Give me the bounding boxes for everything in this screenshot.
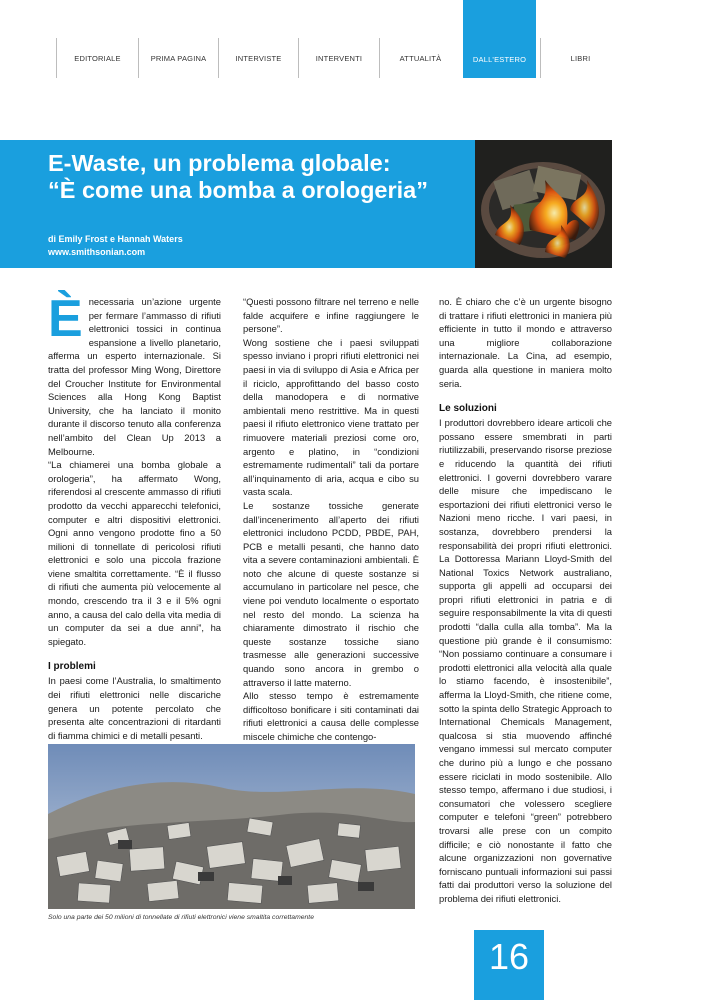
section-heading-problemi: I problemi — [48, 661, 96, 673]
nav-item-interviste[interactable]: INTERVISTE — [218, 38, 298, 78]
article-column-1 — [48, 290, 221, 742]
ewaste-landfill-image — [48, 744, 415, 909]
section-heading-soluzioni: Le soluzioni — [439, 403, 497, 415]
paragraph: I produttori dovrebbero ideare articoli che possano essere smembrati in parti riutilizzabili, preservando risorse preziose e riducendo la quantità dei rifiuti elettronici. I governi dovrebbero varare delle misure che impediscano le esportazioni dei rifiuti elettronici verso le Nazioni meno ricche. I vari paesi, in sostanza, dovrebbero prendersi la responsabilità dei propri rifiuti elettronici. La Dottoressa Mariann Lloyd-Smith del National Toxics Network australiano, supporta gli appelli ad occuparsi dei propri rifiuti elettronici in patria e di seguire responsabilmente la vita di questi prodotti “dalla culla alla tomba”. Ma la questione più grande è il consumismo: “Non possiamo continuare a consumare i prodotti elettronici alla velocità alla quale lo stiamo facendo, è insostenibile”, afferma la Lloyd-Smith, che ritiene come, sotto la spinta dello Strategic Approach to International Chemicals Management, qualcosa si stia muovendo affinché vengano immessi sul mercato computer che durino più a lungo e che possano essere riciclati in modo sostenibile. Allo stesso tempo, affermano i due studiosi, i consumatori che volessero scegliere computer e telefoni “green” potrebbero trovarsi alle prese con un compito difficile; e ciò nonostante il fatto che alcune organizzazioni non governative forniscano puntuali informazioni sui passi fatti dai produttori verso la soluzione del problema dei rifiuti elettronici. — [439, 417, 612, 904]
paragraph: “La chiamerei una bomba globale a orologeria”, ha affermato Wong, riferendosi al crescente ammasso di rifiuti prodotto da vecchi apparecchi telefonici, computer e altri dispositivi elettronici. Ogni anno vengono prodotte fino a 50 milioni di tonnellate di pericolosi rifiuti elettronici e solo una piccola frazione viene smaltita correttamente. “È il flusso di rifiuti che aumenta più velocemente al mondo, crescendo tra il 3 e il 5% ogni anno, a causa del calo della vita media di un computer da sei a due anni”, ha spiegato. — [48, 459, 221, 647]
paragraph: Le sostanze tossiche generate dall’incenerimento all’aperto dei rifiuti elettronici includono PCDD, PBDE, PAH, PCB e metalli pesanti, che hanno dato vita a severe contaminazioni ambientali. È noto che alcune di queste sostanze si accumulano in particolare nel pesce, che viene poi venduto localmente o esportato nel resto del mondo. La scienza ha chiaramente dimostrato il rischio che queste sostanze tossiche siano trasmesse alle generazioni successive quando sono ancora in grembo o attraverso il latte materno. — [243, 499, 419, 688]
article-title-line-1: E-Waste, un problema globale: — [48, 150, 391, 176]
nav-item-libri[interactable]: LIBRI — [540, 38, 620, 78]
drop-cap: È — [48, 290, 83, 348]
article-column-3 — [439, 295, 612, 906]
top-navigation — [0, 0, 725, 80]
paragraph: no. È chiaro che c’è un urgente bisogno di trattare i rifiuti elettronici in maniera più efficiente in tutto il mondo e attraverso una migliore collaborazione internazionale. La Cina, ad esempio, guarda alla questione in maniera molto seria. — [439, 296, 612, 389]
paragraph: Wong sostiene che i paesi sviluppati spesso inviano i propri rifiuti elettronici nei paesi in via di sviluppo di Asia e Africa per il riciclo, approfittando del basso costo della manodopera e di normative ambientali meno restrittive. Ma in questi paesi il rifiuto elettronico viene trattato per rimuovere materiali preziosi come oro, argento e platino, in “condizioni estremamente rudimentali” tali da portare all’inquinamento di aria, acqua e cibo su vasta scala. — [243, 336, 419, 498]
article-title-line-2: “È come una bomba a orologeria” — [48, 177, 428, 203]
page-number: 16 — [488, 936, 530, 977]
article-title — [48, 150, 468, 204]
paragraph: In paesi come l’Australia, lo smaltimento dei rifiuti elettronici nelle discariche genera un potente percolato che presenta alte concentrazioni di ritardanti di fiamma chimici e di metalli pesanti. — [48, 675, 221, 741]
paragraph: Allo stesso tempo è estremamente difficoltoso bonificare i siti contaminati dai rifiuti elettronici a causa delle complesse miscele chimiche che contengo- — [243, 690, 419, 742]
article-column-2 — [243, 295, 419, 744]
nav-item-interventi[interactable]: INTERVENTI — [298, 38, 379, 78]
nav-item-dall-estero[interactable]: DALL'ESTERO — [463, 0, 536, 78]
source-url[interactable]: www.smithsonian.com — [48, 247, 146, 257]
byline — [48, 233, 183, 259]
burning-electronics-image — [475, 140, 612, 268]
nav-item-editoriale[interactable]: EDITORIALE — [56, 38, 138, 78]
ewaste-landfill-photo — [48, 744, 415, 909]
burning-electronics-photo — [475, 140, 612, 268]
nav-item-attualita[interactable]: ATTUALITÀ — [379, 38, 461, 78]
paragraph: Ènecessaria un’azione urgente per fermare l’ammasso di rifiuti elettronici tossici in continua espansione a livello planetario, afferma un esperto internazionale. Si tratta del professor Ming Wong, Direttore del Croucher Institute for Environmental Sciences alla Hong Kong Baptist University, che ha lanciato il monito durante il discorso tenuto alla conferenza nell’ambito del Clean Up 2013 a Melbourne. — [48, 290, 221, 457]
nav-item-prima-pagina[interactable]: PRIMA PAGINA — [138, 38, 218, 78]
author: di Emily Frost e Hannah Waters — [48, 234, 183, 244]
photo-caption: Solo una parte dei 50 milioni di tonnellate di rifiuti elettronici viene smaltita correttamente — [48, 914, 314, 921]
paragraph: “Questi possono filtrare nel terreno e nelle falde acquifere e infine raggiungere le persone”. — [243, 296, 419, 335]
